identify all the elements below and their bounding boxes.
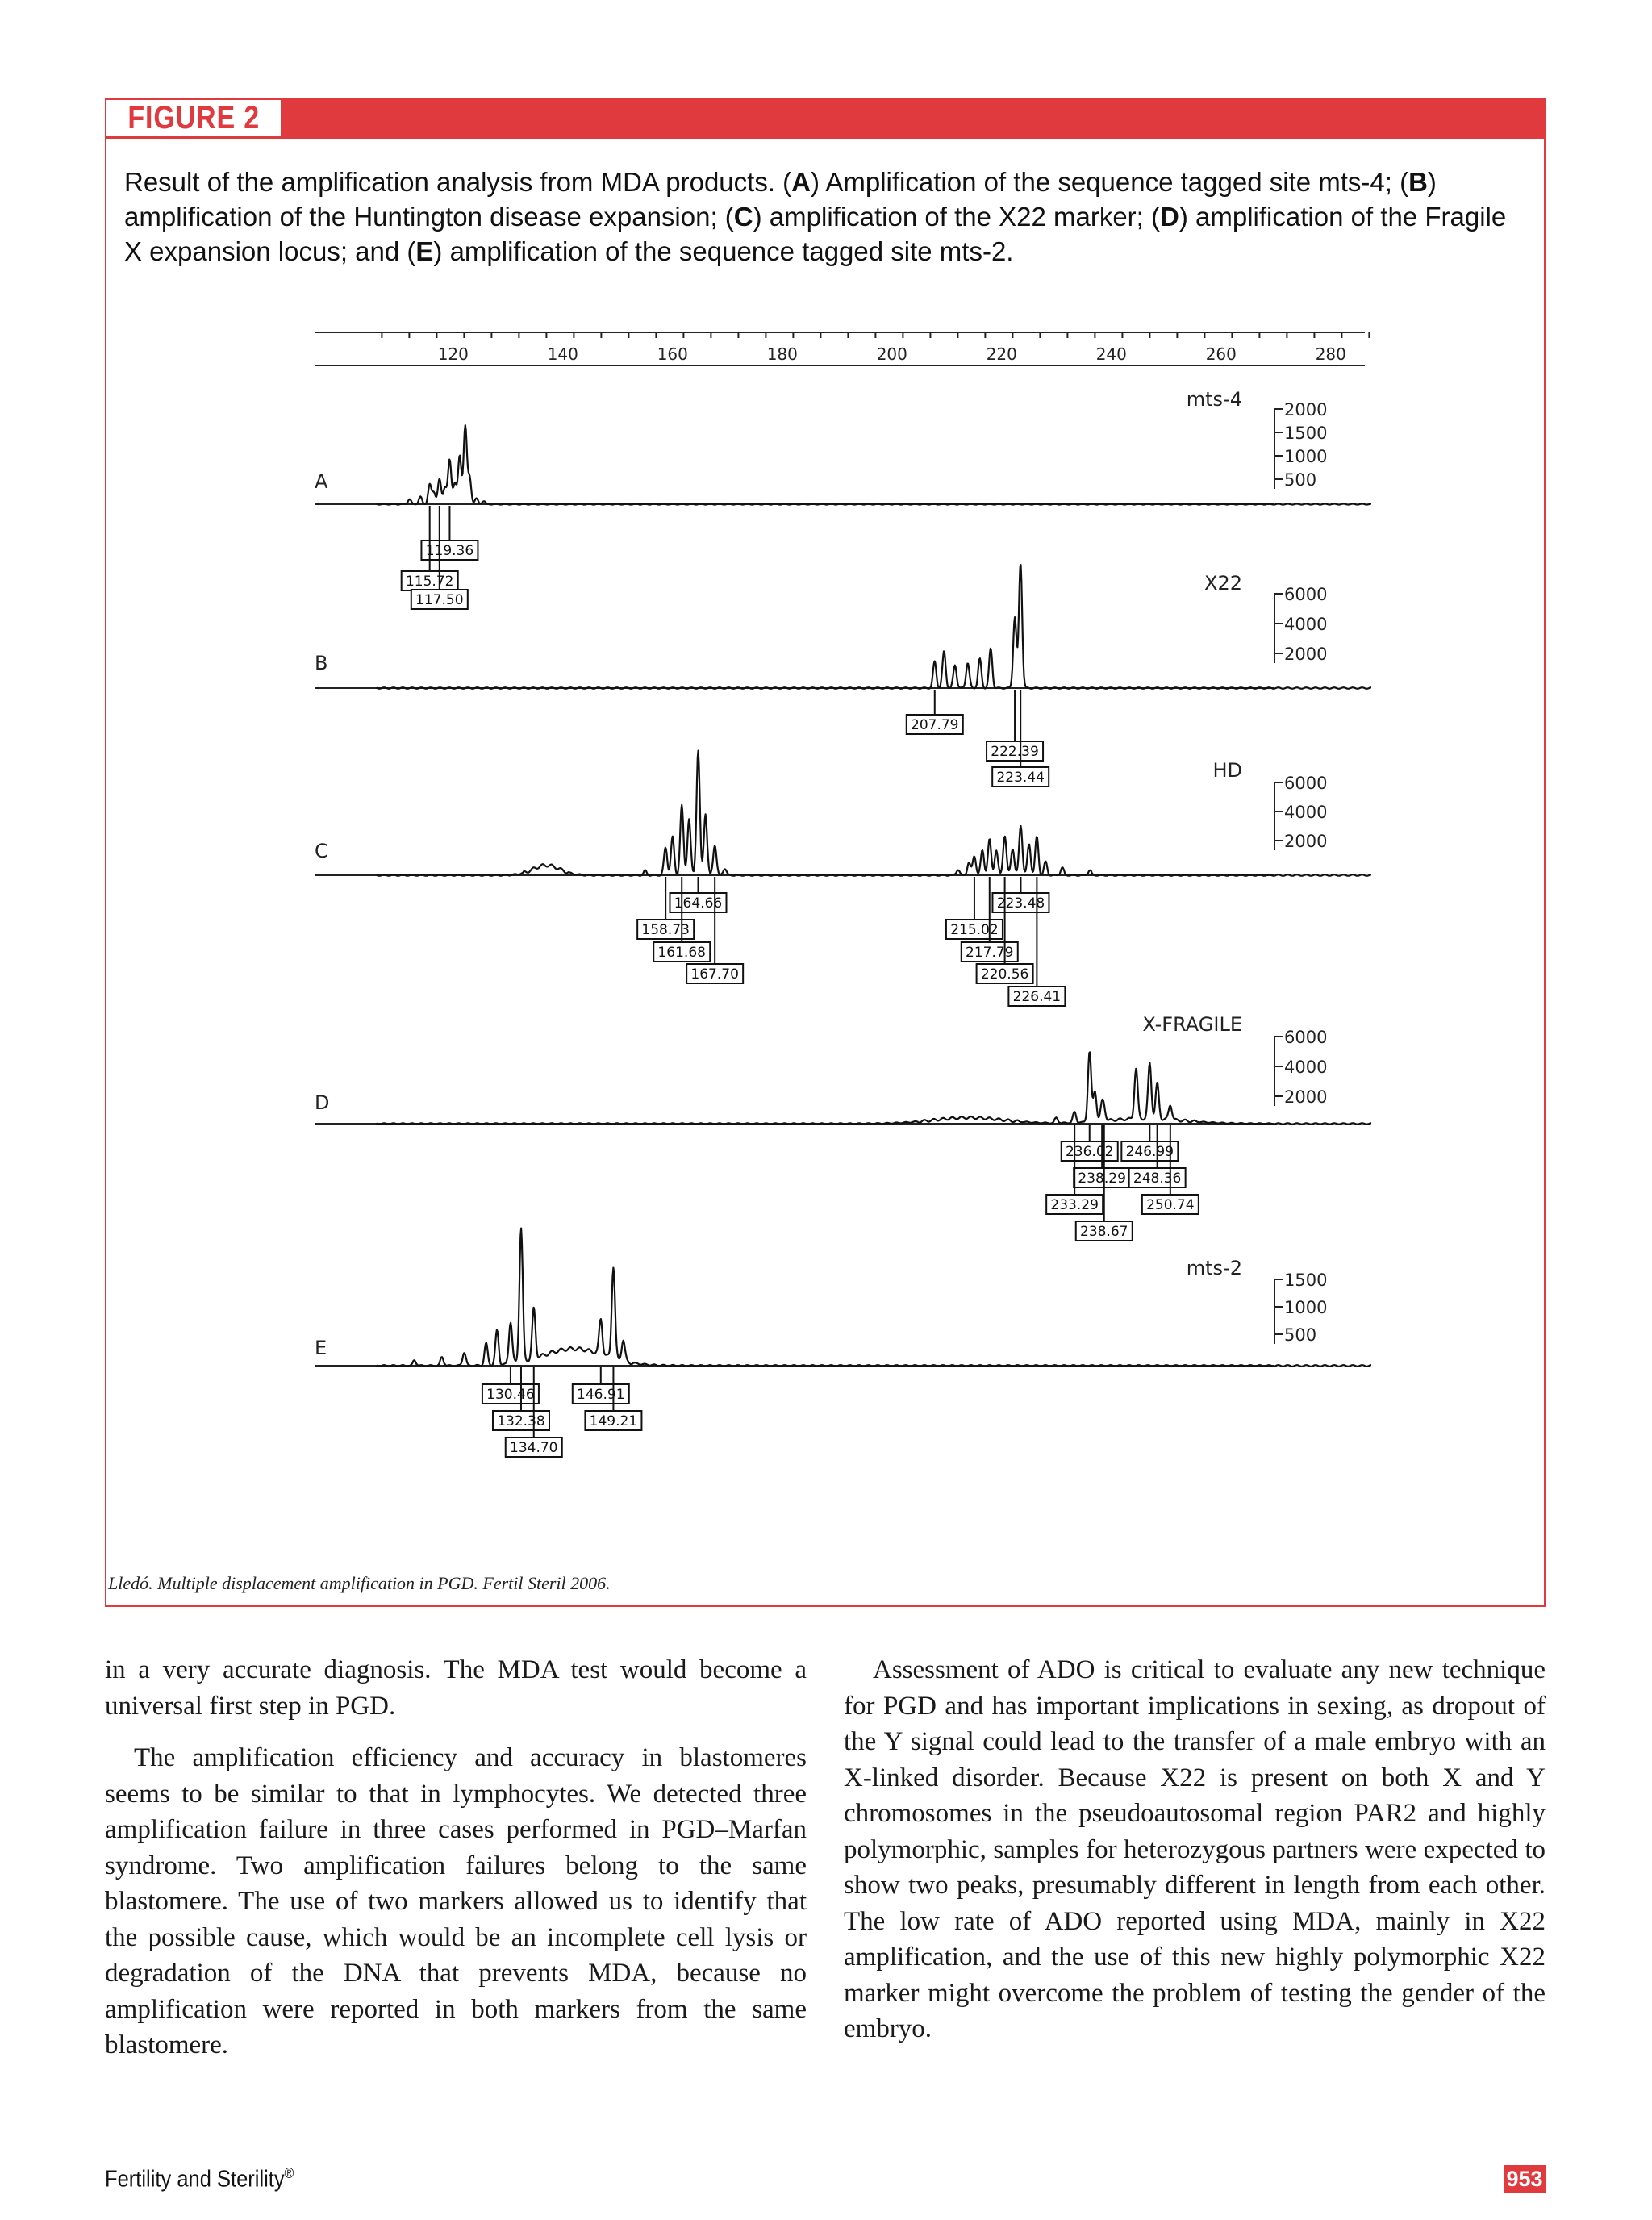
peak-label: 238.67 [1080, 1224, 1128, 1240]
panel-letter: C [315, 840, 328, 862]
electropherogram-chart [298, 315, 1371, 1476]
panel-letter: D [315, 1091, 330, 1114]
journal-name: Fertility and Sterility [105, 2166, 285, 2193]
peak-label: 161.68 [657, 945, 706, 961]
panel-marker-label: HD [1212, 759, 1242, 782]
peak-label: 117.50 [415, 592, 464, 608]
caption-text: ) amplification of the Fragile X expansion locus; and ( [124, 202, 1507, 266]
x-tick-label: 260 [1205, 344, 1237, 364]
caption-text: ) amplification of the Huntington disease expansion; ( [124, 167, 1437, 232]
y-scale-label: 1500 [1284, 424, 1328, 443]
figure-credit: Lledó. Multiple displacement amplification in PGD. Fertil Steril 2006. [108, 1573, 611, 1593]
peak-label: 115.72 [405, 574, 454, 590]
peak-label: 149.21 [589, 1413, 638, 1429]
peak-label: 207.79 [911, 717, 959, 733]
y-scale-label: 1000 [1284, 1298, 1328, 1317]
peak-label: 217.79 [966, 945, 1014, 961]
electropherogram-trace [377, 1052, 1371, 1124]
x-tick-label: 140 [547, 344, 578, 364]
figure-header-bar [106, 100, 1544, 139]
peak-label: 233.29 [1050, 1197, 1099, 1213]
y-scale-label: 6000 [1284, 1028, 1328, 1047]
x-tick-label: 160 [657, 344, 688, 364]
y-scale-label: 2000 [1284, 832, 1328, 851]
paragraph: The amplification efficiency and accuracy in blastomeres seems to be similar to that in lymphocytes. We detected three amplification failure in three cases performed in PGD–Marfan syndrome. Two amplification failures belong to the same blastomere. The use of two markers allowed us to identify that the possible cause, which would be an incomplete cell lysis or degradation of the DNA that prevents MDA, because no amplification were reported in both markers from the same blastomere. [105, 1743, 807, 2059]
x-tick-label: 280 [1315, 344, 1346, 364]
caption-panel-letter: A [791, 167, 811, 197]
peak-label: 222.39 [991, 744, 1039, 760]
x-tick-label: 200 [876, 344, 907, 364]
y-scale-label: 2000 [1284, 645, 1328, 664]
panel-marker-label: X-FRAGILE [1142, 1013, 1242, 1036]
caption-text: ) amplification of the sequence tagged site mts-2. [433, 236, 1014, 266]
peak-label: 223.44 [996, 770, 1045, 786]
peak-label: 134.70 [510, 1440, 558, 1456]
peak-label: 223.48 [996, 895, 1045, 912]
y-scale-label: 4000 [1284, 1058, 1328, 1077]
panel-marker-label: mts-4 [1186, 388, 1242, 411]
paragraph: in a very accurate diagnosis. The MDA test would become a universal first step in PGD. [105, 1655, 807, 1721]
registered-mark: ® [284, 2165, 294, 2181]
x-tick-label: 180 [766, 344, 798, 364]
electropherogram-trace [377, 1229, 1371, 1367]
peak-label: 164.66 [674, 895, 723, 912]
electropherogram-trace [377, 425, 1371, 504]
body-column-right [844, 1652, 1546, 2047]
caption-panel-letter: B [1408, 167, 1428, 197]
panel-letter: B [315, 652, 328, 674]
peak-label: 238.29 [1078, 1171, 1126, 1187]
peak-label: 158.73 [641, 922, 690, 938]
figure-label: FIGURE 2 [127, 99, 260, 136]
panel-marker-label: mts-2 [1186, 1257, 1242, 1279]
x-tick-label: 240 [1095, 344, 1127, 364]
peak-label: 248.36 [1133, 1171, 1182, 1187]
y-scale-label: 6000 [1284, 774, 1328, 793]
peak-label: 146.91 [577, 1387, 625, 1403]
y-scale-label: 500 [1284, 1325, 1317, 1345]
y-scale-label: 2000 [1284, 400, 1328, 419]
paragraph: Assessment of ADO is critical to evaluate any new technique for PGD and has important implications in sexing, as dropout of the Y signal could lead to the transfer of a male embryo with an X-linked disorder. Because X22 is present on both X and Y chromosomes in the pseudoautosomal region PAR2 and highly polymorphic, samples for heterozygous partners were expected to show two peaks, presumably different in length from each other. The low rate of ADO reported using MDA, mainly in X22 amplification, and the use of this new highly polymorphic X22 marker might overcome the problem of testing the gender of the embryo. [844, 1655, 1546, 2043]
peak-label: 215.02 [950, 922, 999, 938]
caption-text: ) Amplification of the sequence tagged site mts-4; ( [811, 167, 1409, 197]
peak-label: 236.02 [1065, 1144, 1114, 1160]
y-scale-label: 4000 [1284, 615, 1328, 634]
peak-label: 167.70 [690, 966, 739, 983]
peak-label: 119.36 [425, 543, 474, 559]
caption-text: ) amplification of the X22 marker; ( [753, 202, 1161, 232]
caption-text: Result of the amplification analysis from MDA products. ( [124, 167, 792, 197]
caption-panel-letter: E [415, 236, 434, 266]
peak-label: 132.38 [497, 1413, 545, 1429]
panel-letter: A [315, 470, 328, 493]
y-scale-label: 500 [1284, 470, 1317, 490]
x-tick-label: 220 [986, 344, 1017, 364]
panel-marker-label: X22 [1204, 572, 1242, 595]
peak-label: 226.41 [1012, 989, 1062, 1005]
body-column-left [105, 1652, 807, 2064]
peak-label: 246.99 [1125, 1144, 1174, 1160]
y-scale-label: 2000 [1284, 1087, 1328, 1107]
figure-label-tab [106, 100, 282, 137]
peak-label: 220.56 [980, 966, 1029, 983]
panel-letter: E [315, 1337, 327, 1359]
y-scale-label: 1500 [1284, 1271, 1328, 1290]
page-number: 953 [1504, 2165, 1546, 2193]
journal-footer [105, 2165, 294, 2193]
y-scale-label: 4000 [1284, 803, 1328, 822]
caption-panel-letter: D [1160, 202, 1179, 232]
y-scale-label: 1000 [1284, 447, 1328, 466]
peak-label: 130.46 [486, 1387, 535, 1403]
x-tick-label: 120 [437, 344, 469, 364]
figure-caption [124, 165, 1528, 269]
caption-panel-letter: C [733, 202, 753, 232]
y-scale-label: 6000 [1284, 585, 1328, 604]
peak-label: 250.74 [1146, 1197, 1195, 1213]
